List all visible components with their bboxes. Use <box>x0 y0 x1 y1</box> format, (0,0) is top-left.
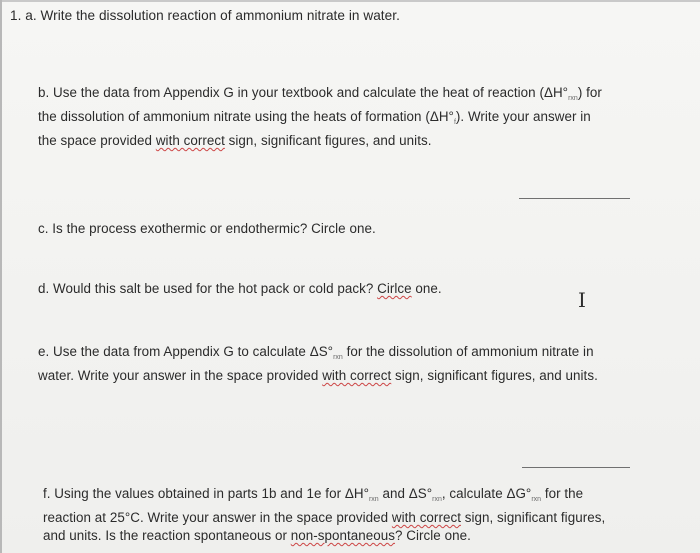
question-1a: 1. a. Write the dissolution reaction of ammonium nitrate in water. <box>10 8 400 23</box>
page-border-top <box>0 0 700 2</box>
question-1e-line-1: e. Use the data from Appendix G to calculate $\Delta S^\circ_{rxn}$ for the dissolution of ammonium nitrate in <box>38 344 594 361</box>
question-1b-line-1: b. Use the data from Appendix G in your textbook and calculate the heat of reaction $(\Delta H^\circ_{rxn})$ for <box>38 85 602 102</box>
answer-line-1e[interactable] <box>522 467 630 468</box>
spellcheck-flag: Cirlce <box>377 281 412 296</box>
page-border-left <box>0 0 2 553</box>
subscript-rxn: rxn <box>568 95 578 102</box>
question-1b-line-2: the dissolution of ammonium nitrate using the heats of formation $(\Delta H^\circ_f)$. Write your answer in <box>38 109 591 126</box>
subscript-rxn: rxn <box>333 354 343 361</box>
question-1f-line-1: f. Using the values obtained in parts 1b and 1e for $\Delta H^\circ_{rxn}$ and $\Delta S^\circ_{rxn}$, calculate $\Delta G^\circ_{rxn}$ for the <box>43 486 584 503</box>
subscript-rxn: rxn <box>368 496 379 503</box>
spellcheck-flag: with correct <box>155 133 225 148</box>
spellcheck-flag: with correct <box>391 510 461 525</box>
subscript-rxn: rxn <box>432 496 442 503</box>
question-1b-line-3: the space provided with correct sign, significant figures, and units. <box>38 133 432 148</box>
question-1d: d. Would this salt be used for the hot pack or cold pack? Cirlce one. <box>38 281 442 296</box>
question-1f-line-2: reaction at 25°C. Write your answer in the space provided with correct sign, significant figures, <box>43 510 606 525</box>
question-1b <box>38 84 602 150</box>
question-1e-line-2: water. Write your answer in the space provided with correct sign, significant figures, and units. <box>38 368 598 383</box>
text-cursor-icon: I <box>578 288 586 312</box>
question-1e <box>38 343 598 385</box>
answer-line-1b[interactable] <box>519 198 630 199</box>
question-1f <box>43 485 605 545</box>
question-1c: c. Is the process exothermic or endothermic? Circle one. <box>38 221 376 236</box>
spellcheck-flag: non-spontaneous <box>290 528 396 543</box>
question-1f-line-3: and units. Is the reaction spontaneous or non-spontaneous? Circle one. <box>43 528 471 543</box>
subscript-f: f <box>453 119 456 126</box>
spellcheck-flag: with correct <box>322 368 392 383</box>
subscript-rxn: rxn <box>531 496 542 503</box>
